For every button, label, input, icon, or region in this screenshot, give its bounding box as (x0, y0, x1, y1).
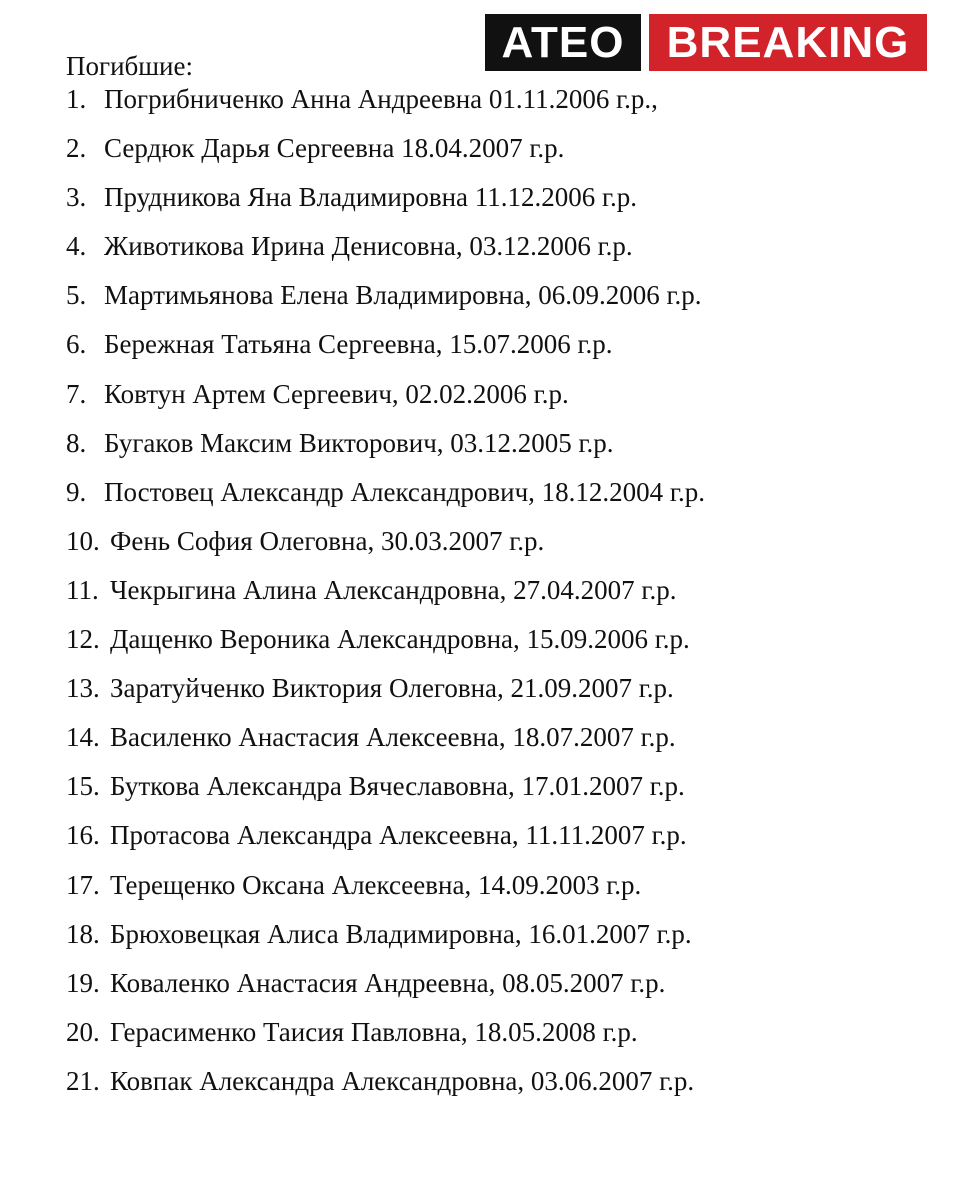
list-item (0, 965, 705, 1014)
list-item-text: Терещенко Оксана Алексеевна, 14.09.2003 г.р. (110, 869, 642, 900)
list-item (0, 277, 705, 326)
list-item (0, 523, 705, 572)
list-item (0, 326, 705, 375)
list-item-number: 15. (66, 771, 100, 802)
list-item (0, 817, 705, 866)
list-item-number: 21. (66, 1065, 100, 1096)
list-item-number: 6. (66, 329, 87, 360)
list-item-text: Мартимьянова Елена Владимировна, 06.09.2006 г.р. (104, 280, 702, 311)
list-item-number: 14. (66, 722, 100, 753)
list-item (0, 621, 705, 670)
list-item-number: 16. (66, 820, 100, 851)
list-item (0, 179, 705, 228)
list-item (0, 670, 705, 719)
list-item-number: 1. (66, 84, 87, 114)
list-item-text: Герасименко Таисия Павловна, 18.05.2008 г.р. (110, 1016, 638, 1047)
list-item-text: Коваленко Анастасия Андреевна, 08.05.2007 г.р. (110, 967, 666, 998)
list-item (0, 572, 705, 621)
list-item (0, 228, 705, 277)
logo-breaking-text: BREAKING (666, 17, 910, 67)
list-item-number: 10. (66, 525, 100, 556)
list-item-text: Дащенко Вероника Александровна, 15.09.2006 г.р. (110, 624, 690, 655)
ateo-breaking-logo (485, 14, 927, 71)
list-item-number: 5. (66, 280, 87, 311)
list-item-text: Сердюк Дарья Сергеевна 18.04.2007 г.р. (104, 133, 565, 164)
list-item (0, 867, 705, 916)
victims-list (0, 81, 705, 1112)
list-item-text: Буткова Александра Вячеславовна, 17.01.2007 г.р. (110, 771, 685, 802)
list-item-number: 2. (66, 133, 87, 164)
list-item (0, 130, 705, 179)
list-item-text: Чекрыгина Алина Александровна, 27.04.2007 г.р. (110, 574, 677, 605)
list-item-number: 7. (66, 378, 87, 409)
list-item-number: 13. (66, 673, 100, 704)
list-item (0, 768, 705, 817)
list-item-text: Ковпак Александра Александровна, 03.06.2007 г.р. (110, 1065, 695, 1096)
list-item-text: Прудникова Яна Владимировна 11.12.2006 г.р. (104, 182, 638, 213)
list-item-number: 19. (66, 967, 100, 998)
list-item-text: Фень София Олеговна, 30.03.2007 г.р. (110, 525, 545, 556)
list-item (0, 719, 705, 768)
logo-ateo-text: ATEO (501, 17, 625, 67)
list-heading: Погибшие: (66, 51, 193, 81)
list-item-text: Заратуйченко Виктория Олеговна, 21.09.2007 г.р. (110, 673, 674, 704)
list-item-text: Бережная Татьяна Сергеевна, 15.07.2006 г.р. (104, 329, 613, 360)
list-item-number: 11. (66, 574, 99, 605)
list-item (0, 425, 705, 474)
list-item-number: 8. (66, 427, 87, 458)
list-item-number: 17. (66, 869, 100, 900)
list-item-text: Брюховецкая Алиса Владимировна, 16.01.2007 г.р. (110, 918, 692, 949)
list-item-text: Животикова Ирина Денисовна, 03.12.2006 г.р. (104, 231, 633, 262)
list-item-number: 3. (66, 182, 87, 213)
list-item-text: Василенко Анастасия Алексеевна, 18.07.2007 г.р. (110, 722, 676, 753)
logo-ateo (485, 14, 641, 71)
list-item-number: 20. (66, 1016, 100, 1047)
list-item-text: Погрибниченко Анна Андреевна 01.11.2006 г.р., (104, 84, 658, 114)
logo-breaking (649, 14, 927, 71)
list-item (0, 81, 705, 130)
list-item-number: 4. (66, 231, 87, 262)
list-item-text: Постовец Александр Александрович, 18.12.2004 г.р. (104, 476, 705, 507)
list-item-text: Протасова Александра Алексеевна, 11.11.2007 г.р. (110, 820, 687, 851)
list-item-number: 12. (66, 624, 100, 655)
list-item (0, 1014, 705, 1063)
list-item (0, 916, 705, 965)
list-item-text: Бугаков Максим Викторович, 03.12.2005 г.р. (104, 427, 614, 458)
list-item (0, 376, 705, 425)
list-item-number: 18. (66, 918, 100, 949)
list-item-number: 9. (66, 476, 87, 507)
list-item-text: Ковтун Артем Сергеевич, 02.02.2006 г.р. (104, 378, 569, 409)
list-item (0, 474, 705, 523)
list-item (0, 1063, 705, 1112)
